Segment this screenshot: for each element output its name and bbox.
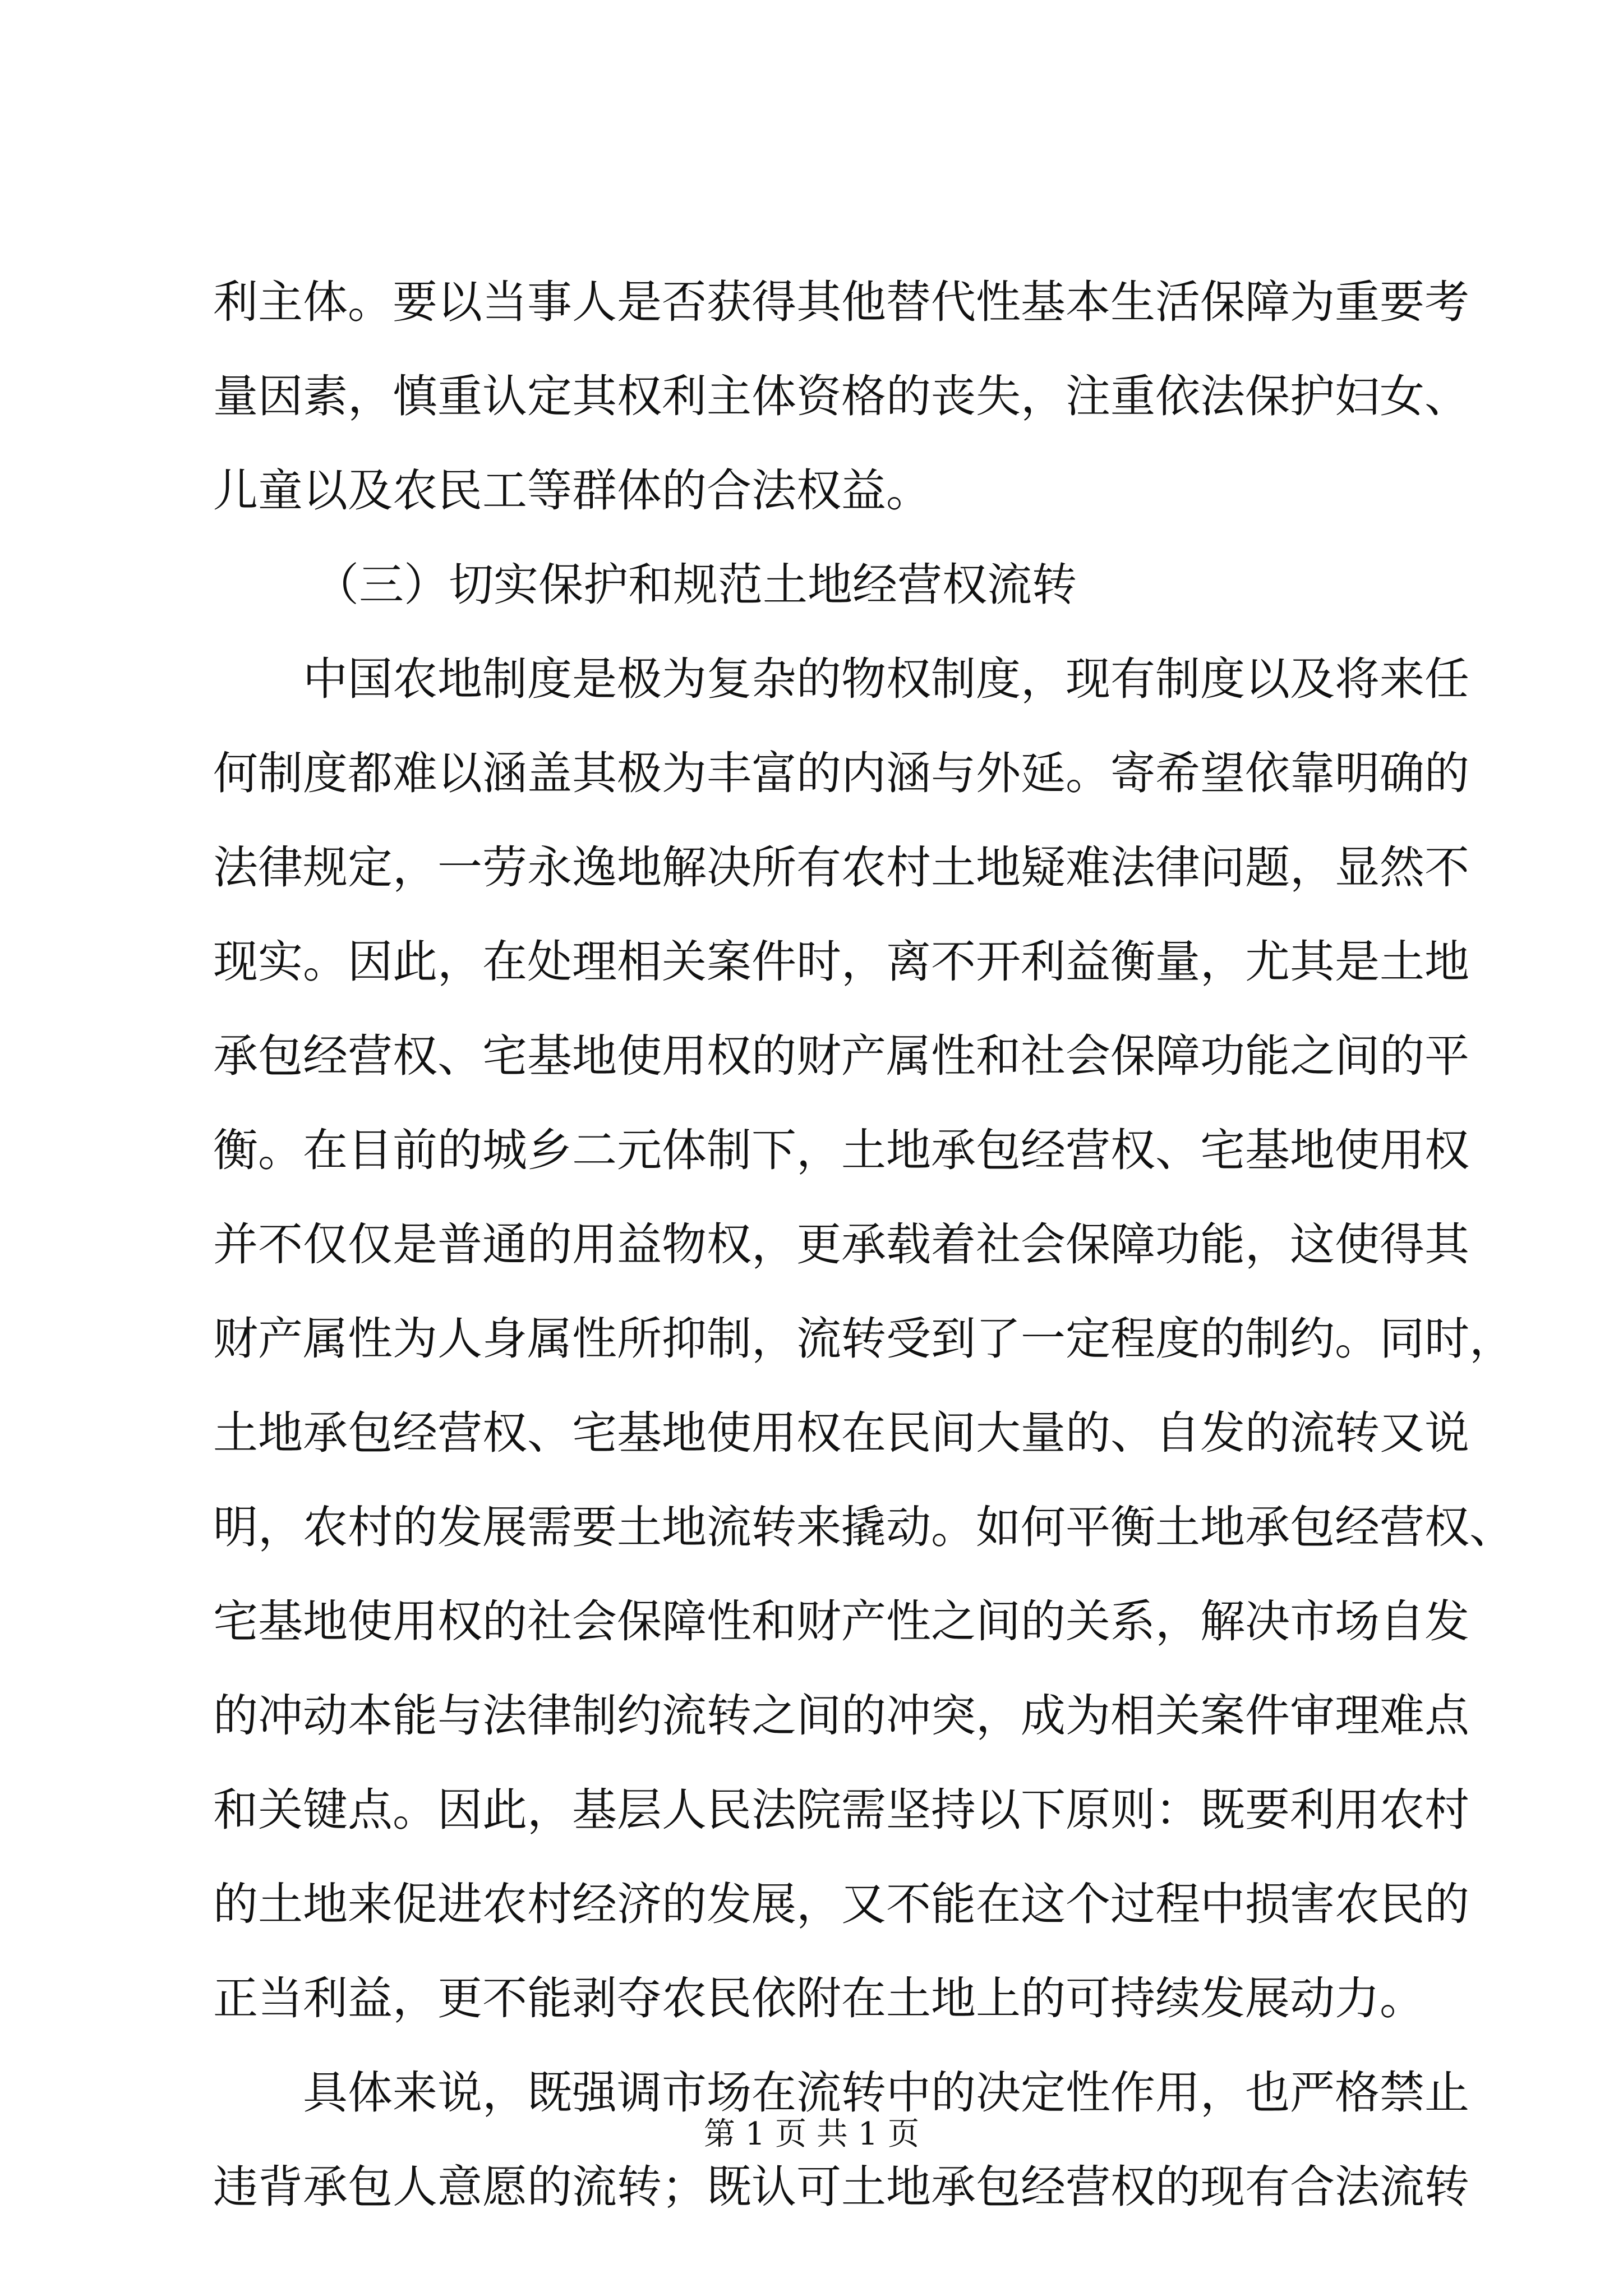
text-line: 明，农村的发展需要土地流转来撬动。如何平衡土地承包经营权、 <box>213 1501 1514 1553</box>
text-line: 的土地来促进农村经济的发展，又不能在这个过程中损害农民的 <box>213 1878 1469 1930</box>
text-line: 财产属性为人身属性所抑制，流转受到了一定程度的制约。同时， <box>213 1313 1514 1365</box>
text-line: 衡。在目前的城乡二元体制下，土地承包经营权、宅基地使用权 <box>213 1124 1469 1176</box>
page-number: 第 1 页 共 1 页 <box>703 2116 920 2152</box>
text-line: 法律规定，一劳永逸地解决所有农村土地疑难法律问题，显然不 <box>213 841 1469 894</box>
text-line: 正当利益，更不能剥夺农民依附在土地上的可持续发展动力。 <box>213 1972 1424 2024</box>
text-line: 并不仅仅是普通的用益物权，更承载着社会保障功能，这使得其 <box>213 1218 1469 1271</box>
text-line: 量因素，慎重认定其权利主体资格的丧失，注重依法保护妇女、 <box>213 370 1469 422</box>
text-line: 何制度都难以涵盖其极为丰富的内涵与外延。寄希望依靠明确的 <box>213 747 1469 799</box>
text-line: 的冲动本能与法律制约流转之间的冲突，成为相关案件审理难点 <box>213 1690 1469 1742</box>
text-line: 和关键点。因此，基层人民法院需坚持以下原则：既要利用农村 <box>213 1784 1469 1836</box>
text-line: 土地承包经营权、宅基地使用权在民间大量的、自发的流转又说 <box>213 1407 1469 1459</box>
section-heading: （三）切实保护和规范土地经营权流转 <box>314 559 1077 611</box>
body-text <box>213 255 1514 2234</box>
text-line: 儿童以及农民工等群体的合法权益。 <box>213 464 931 517</box>
text-line: 承包经营权、宅基地使用权的财产属性和社会保障功能之间的平 <box>213 1030 1469 1082</box>
text-line: 违背承包人意愿的流转；既认可土地承包经营权的现有合法流转 <box>213 2161 1469 2213</box>
text-line: 宅基地使用权的社会保障性和财产性之间的关系，解决市场自发 <box>213 1595 1469 1648</box>
text-line: 具体来说，既强调市场在流转中的决定性作用，也严格禁止 <box>303 2067 1469 2119</box>
text-line: 中国农地制度是极为复杂的物权制度，现有制度以及将来任 <box>303 653 1469 705</box>
text-line: 现实。因此，在处理相关案件时，离不开利益衡量，尤其是土地 <box>213 936 1469 988</box>
text-line: 利主体。要以当事人是否获得其他替代性基本生活保障为重要考 <box>213 276 1469 328</box>
